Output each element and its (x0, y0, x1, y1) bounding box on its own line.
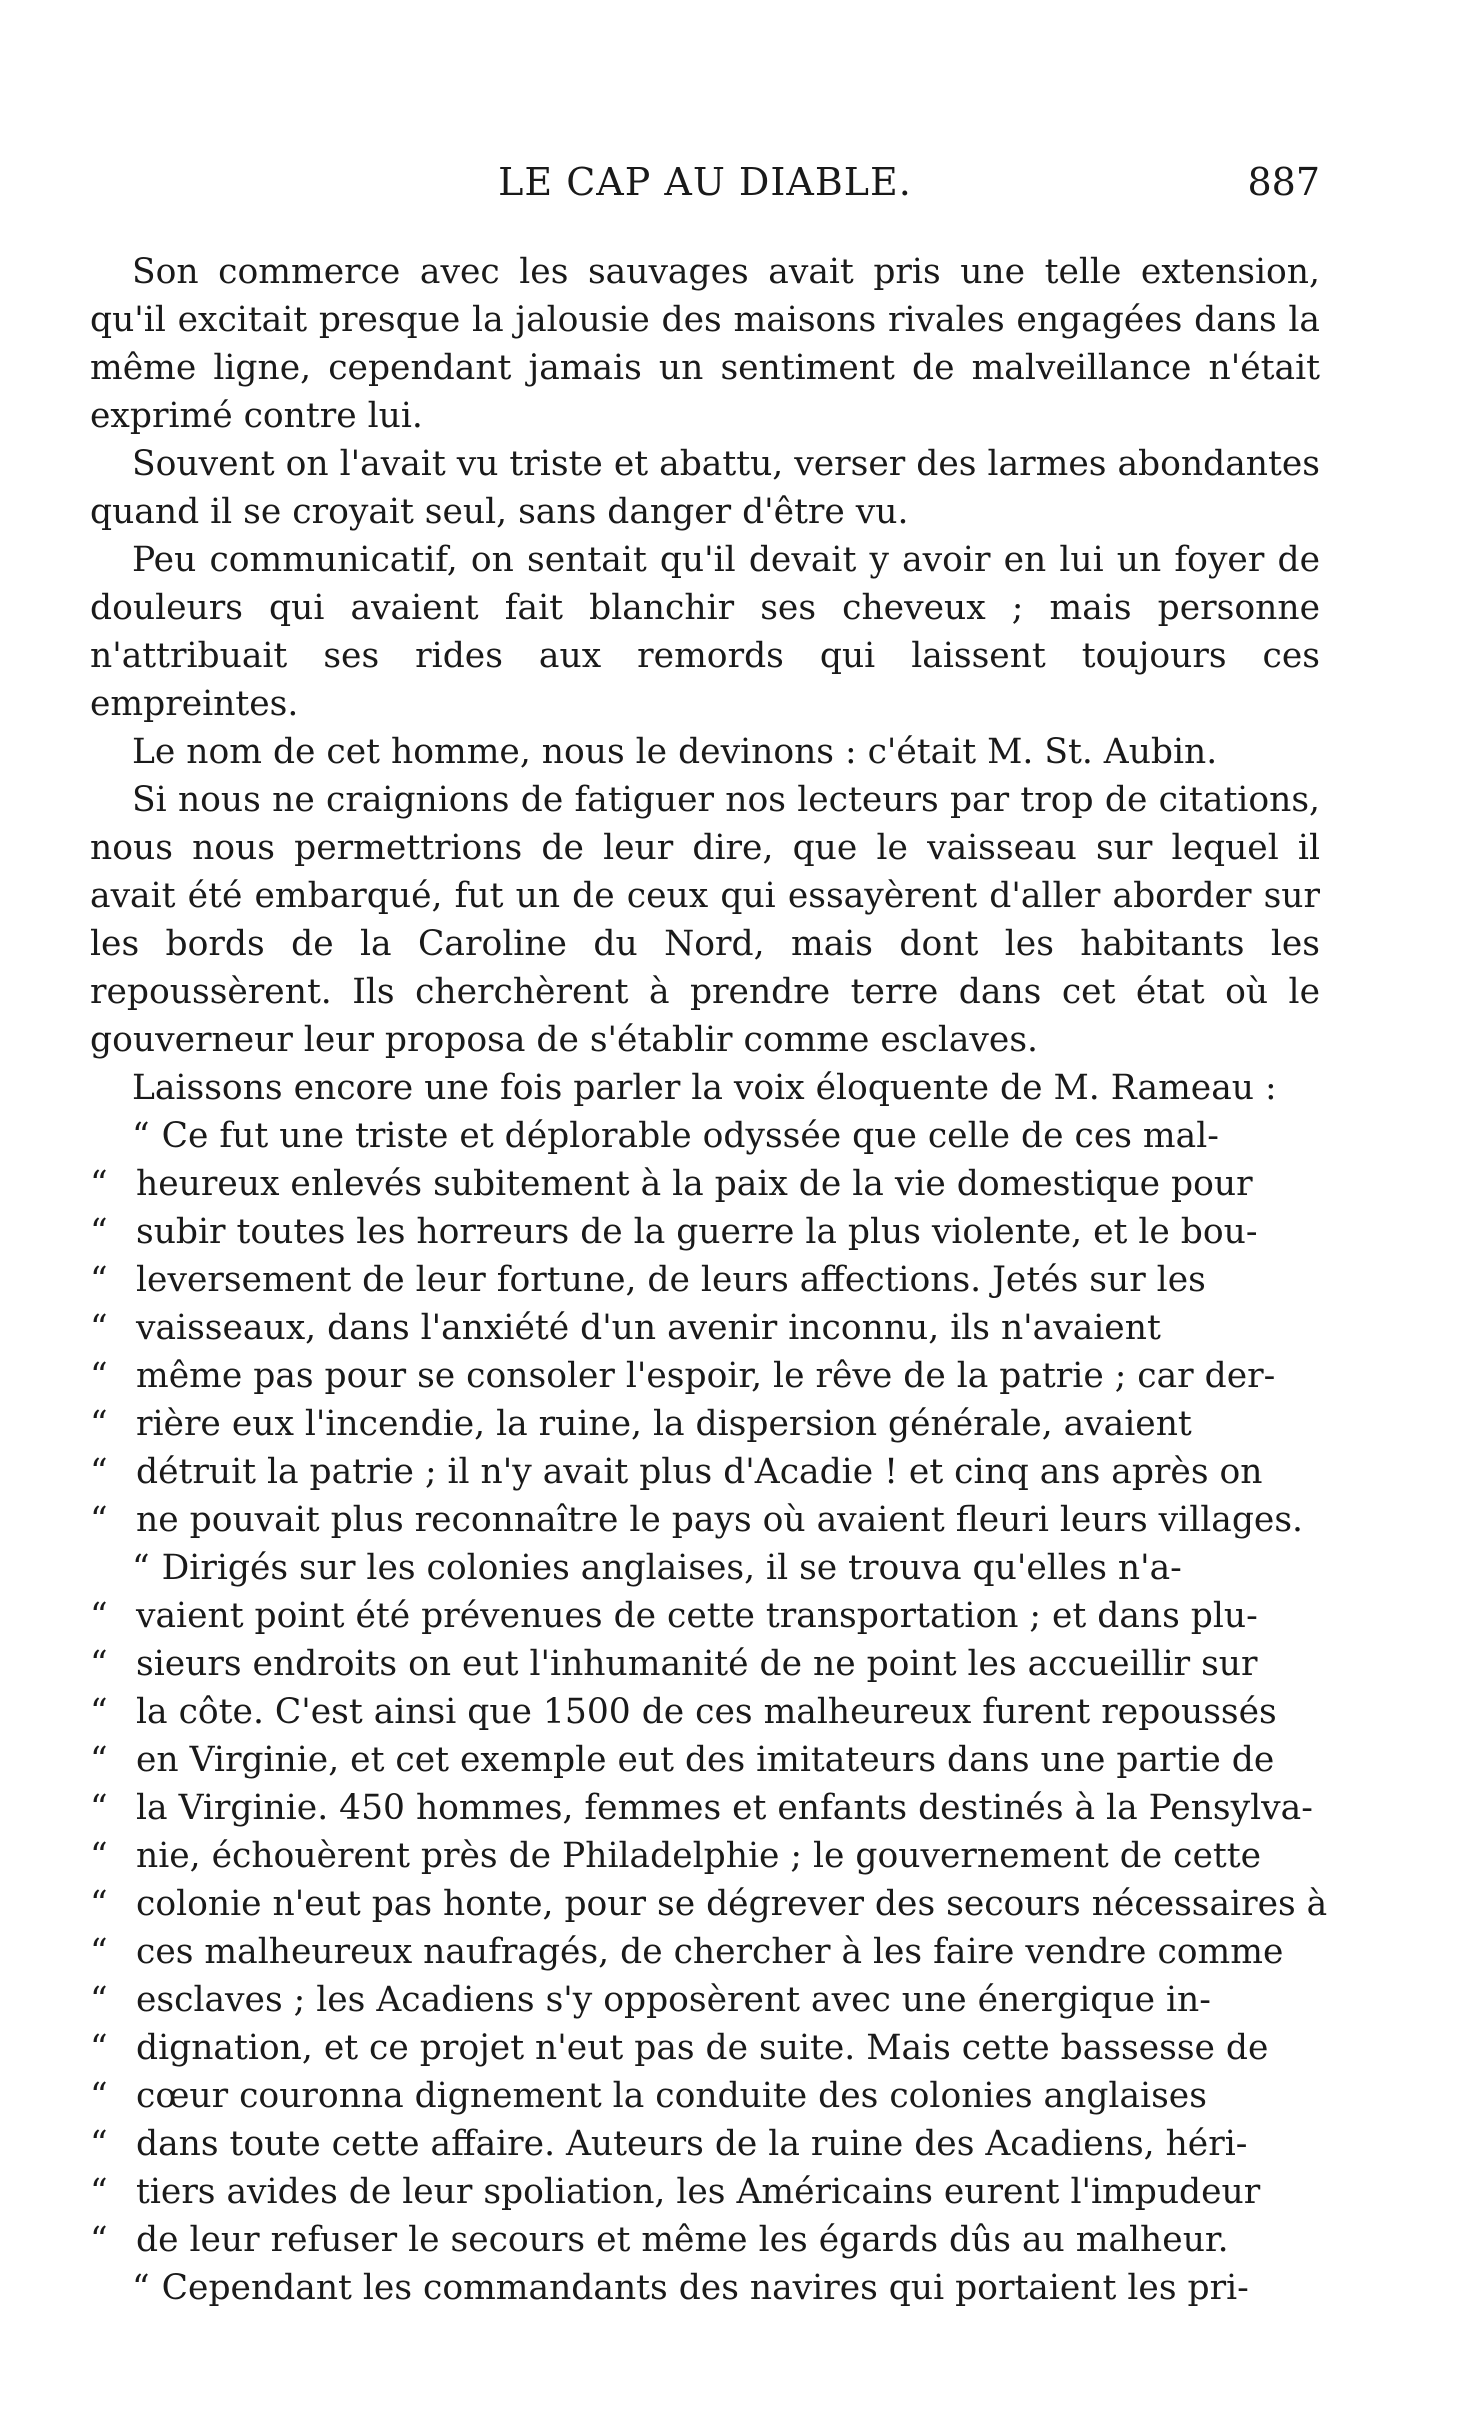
quote-mark: “ (90, 1740, 108, 1780)
quotation-block-2 (90, 1544, 1328, 2264)
quote-mark: “ (90, 1308, 108, 1348)
quote-line: “ leversement de leur fortune, de leurs affections. Jetés sur les (90, 1256, 1320, 1304)
paragraph: Laissons encore une fois parler la voix éloquente de M. Rameau : (132, 1068, 1277, 1108)
quote-mark: “ (90, 1164, 108, 1204)
quote-mark: “ (90, 1404, 108, 1444)
quote-line: “ tiers avides de leur spoliation, les Américains eurent l'impudeur (90, 2168, 1320, 2216)
quote-line: “ colonie n'eut pas honte, pour se dégrever des secours nécessaires à (90, 1880, 1320, 1928)
quote-mark: “ (90, 2124, 108, 2164)
quote-line: “ vaisseaux, dans l'anxiété d'un avenir inconnu, ils n'avaient (90, 1304, 1320, 1352)
quote-line: “ la côte. C'est ainsi que 1500 de ces malheureux furent repoussés (90, 1688, 1320, 1736)
quote-mark: “ (90, 1884, 108, 1924)
paragraph: Son commerce avec les sauvages avait pris une telle extension, qu'il excitait presque la jalousie des maisons rivales engagées dans la même ligne, cependant jamais un sentiment de malveillance n'était exprimé contre lui. (90, 252, 1320, 436)
quote-line: “ cœur couronna dignement la conduite des colonies anglaises (90, 2072, 1320, 2120)
quote-mark: “ (90, 2028, 108, 2068)
quotation-block-1 (90, 1112, 1320, 1544)
running-title: LE CAP AU DIABLE. (498, 160, 912, 204)
paragraph: Souvent on l'avait vu triste et abattu, verser des larmes abondantes quand il se croyait seul, sans danger d'être vu. (90, 444, 1320, 532)
quote-mark: “ (132, 1116, 150, 1156)
quote-line: “ esclaves ; les Acadiens s'y opposèrent avec une énergique in- (90, 1976, 1320, 2024)
quote-line: “ de leur refuser le secours et même les égards dûs au malheur. (90, 2216, 1320, 2264)
quote-line: “ sieurs endroits on eut l'inhumanité de ne point les accueillir sur (90, 1640, 1320, 1688)
quote-line: “ nie, échouèrent près de Philadelphie ; le gouvernement de cette (90, 1832, 1320, 1880)
body-text (90, 248, 1328, 2312)
quote-line: “ détruit la patrie ; il n'y avait plus d'Acadie ! et cinq ans après on (90, 1448, 1320, 1496)
quote-line: “ même pas pour se consoler l'espoir, le rêve de la patrie ; car der- (90, 1352, 1320, 1400)
quote-line: “ heureux enlevés subitement à la paix de la vie domestique pour (90, 1160, 1320, 1208)
paragraph: Peu communicatif, on sentait qu'il devait y avoir en lui un foyer de douleurs qui avaient fait blanchir ses cheveux ; mais personne n'attribuait ses rides aux remords qui laissent toujours ces empreintes. (90, 540, 1320, 724)
page-header (90, 150, 1320, 220)
quote-mark: “ (90, 1692, 108, 1732)
quote-line: “ Ce fut une triste et déplorable odyssée que celle de ces mal- (132, 1116, 1219, 1156)
page-number: 887 (1247, 160, 1320, 204)
quote-mark: “ (90, 1260, 108, 1300)
book-page (90, 150, 1328, 2312)
quote-mark: “ (132, 1548, 150, 1588)
quote-mark: “ (132, 2268, 150, 2308)
quote-line: “ dans toute cette affaire. Auteurs de la ruine des Acadiens, héri- (90, 2120, 1320, 2168)
quote-line: “ la Virginie. 450 hommes, femmes et enfants destinés à la Pensylva- (90, 1784, 1320, 1832)
quote-mark: “ (90, 1836, 108, 1876)
quote-mark: “ (90, 1356, 108, 1396)
quote-mark: “ (90, 1788, 108, 1828)
quote-line: “ subir toutes les horreurs de la guerre la plus violente, et le bou- (90, 1208, 1320, 1256)
quote-mark: “ (90, 1212, 108, 1252)
quote-line: “ vaient point été prévenues de cette transportation ; et dans plu- (90, 1592, 1320, 1640)
paragraph: Le nom de cet homme, nous le devinons : c'était M. St. Aubin. (132, 732, 1218, 772)
quote-line: “ ne pouvait plus reconnaître le pays où avaient fleuri leurs villages. (90, 1496, 1320, 1544)
quote-line: “ ces malheureux naufragés, de chercher à les faire vendre comme (90, 1928, 1320, 1976)
quote-line: “ rière eux l'incendie, la ruine, la dispersion générale, avaient (90, 1400, 1320, 1448)
quote-mark: “ (90, 2076, 108, 2116)
quote-mark: “ (90, 1596, 108, 1636)
paragraph: Si nous ne craignions de fatiguer nos lecteurs par trop de citations, nous nous permettrions de leur dire, que le vaisseau sur lequel il avait été embarqué, fut un de ceux qui essayèrent d'aller aborder sur les bords de la Caroline du Nord, mais dont les habitants les repoussèrent. Ils cherchèrent à prendre terre dans cet état où le gouverneur leur proposa de s'établir comme esclaves. (90, 780, 1320, 1060)
quote-line: “ Dirigés sur les colonies anglaises, il se trouva qu'elles n'a- (132, 1548, 1182, 1588)
quote-mark: “ (90, 1644, 108, 1684)
quote-mark: “ (90, 1980, 108, 2020)
quote-line: “ dignation, et ce projet n'eut pas de suite. Mais cette bassesse de (90, 2024, 1320, 2072)
quote-mark: “ (90, 1452, 108, 1492)
quote-line: “ Cependant les commandants des navires qui portaient les pri- (132, 2268, 1249, 2308)
quote-line: “ en Virginie, et cet exemple eut des imitateurs dans une partie de (90, 1736, 1320, 1784)
quote-mark: “ (90, 1500, 108, 1540)
quote-mark: “ (90, 2220, 108, 2260)
quotation-block-3 (90, 2264, 1320, 2312)
quote-mark: “ (90, 2172, 108, 2212)
quote-mark: “ (90, 1932, 108, 1972)
